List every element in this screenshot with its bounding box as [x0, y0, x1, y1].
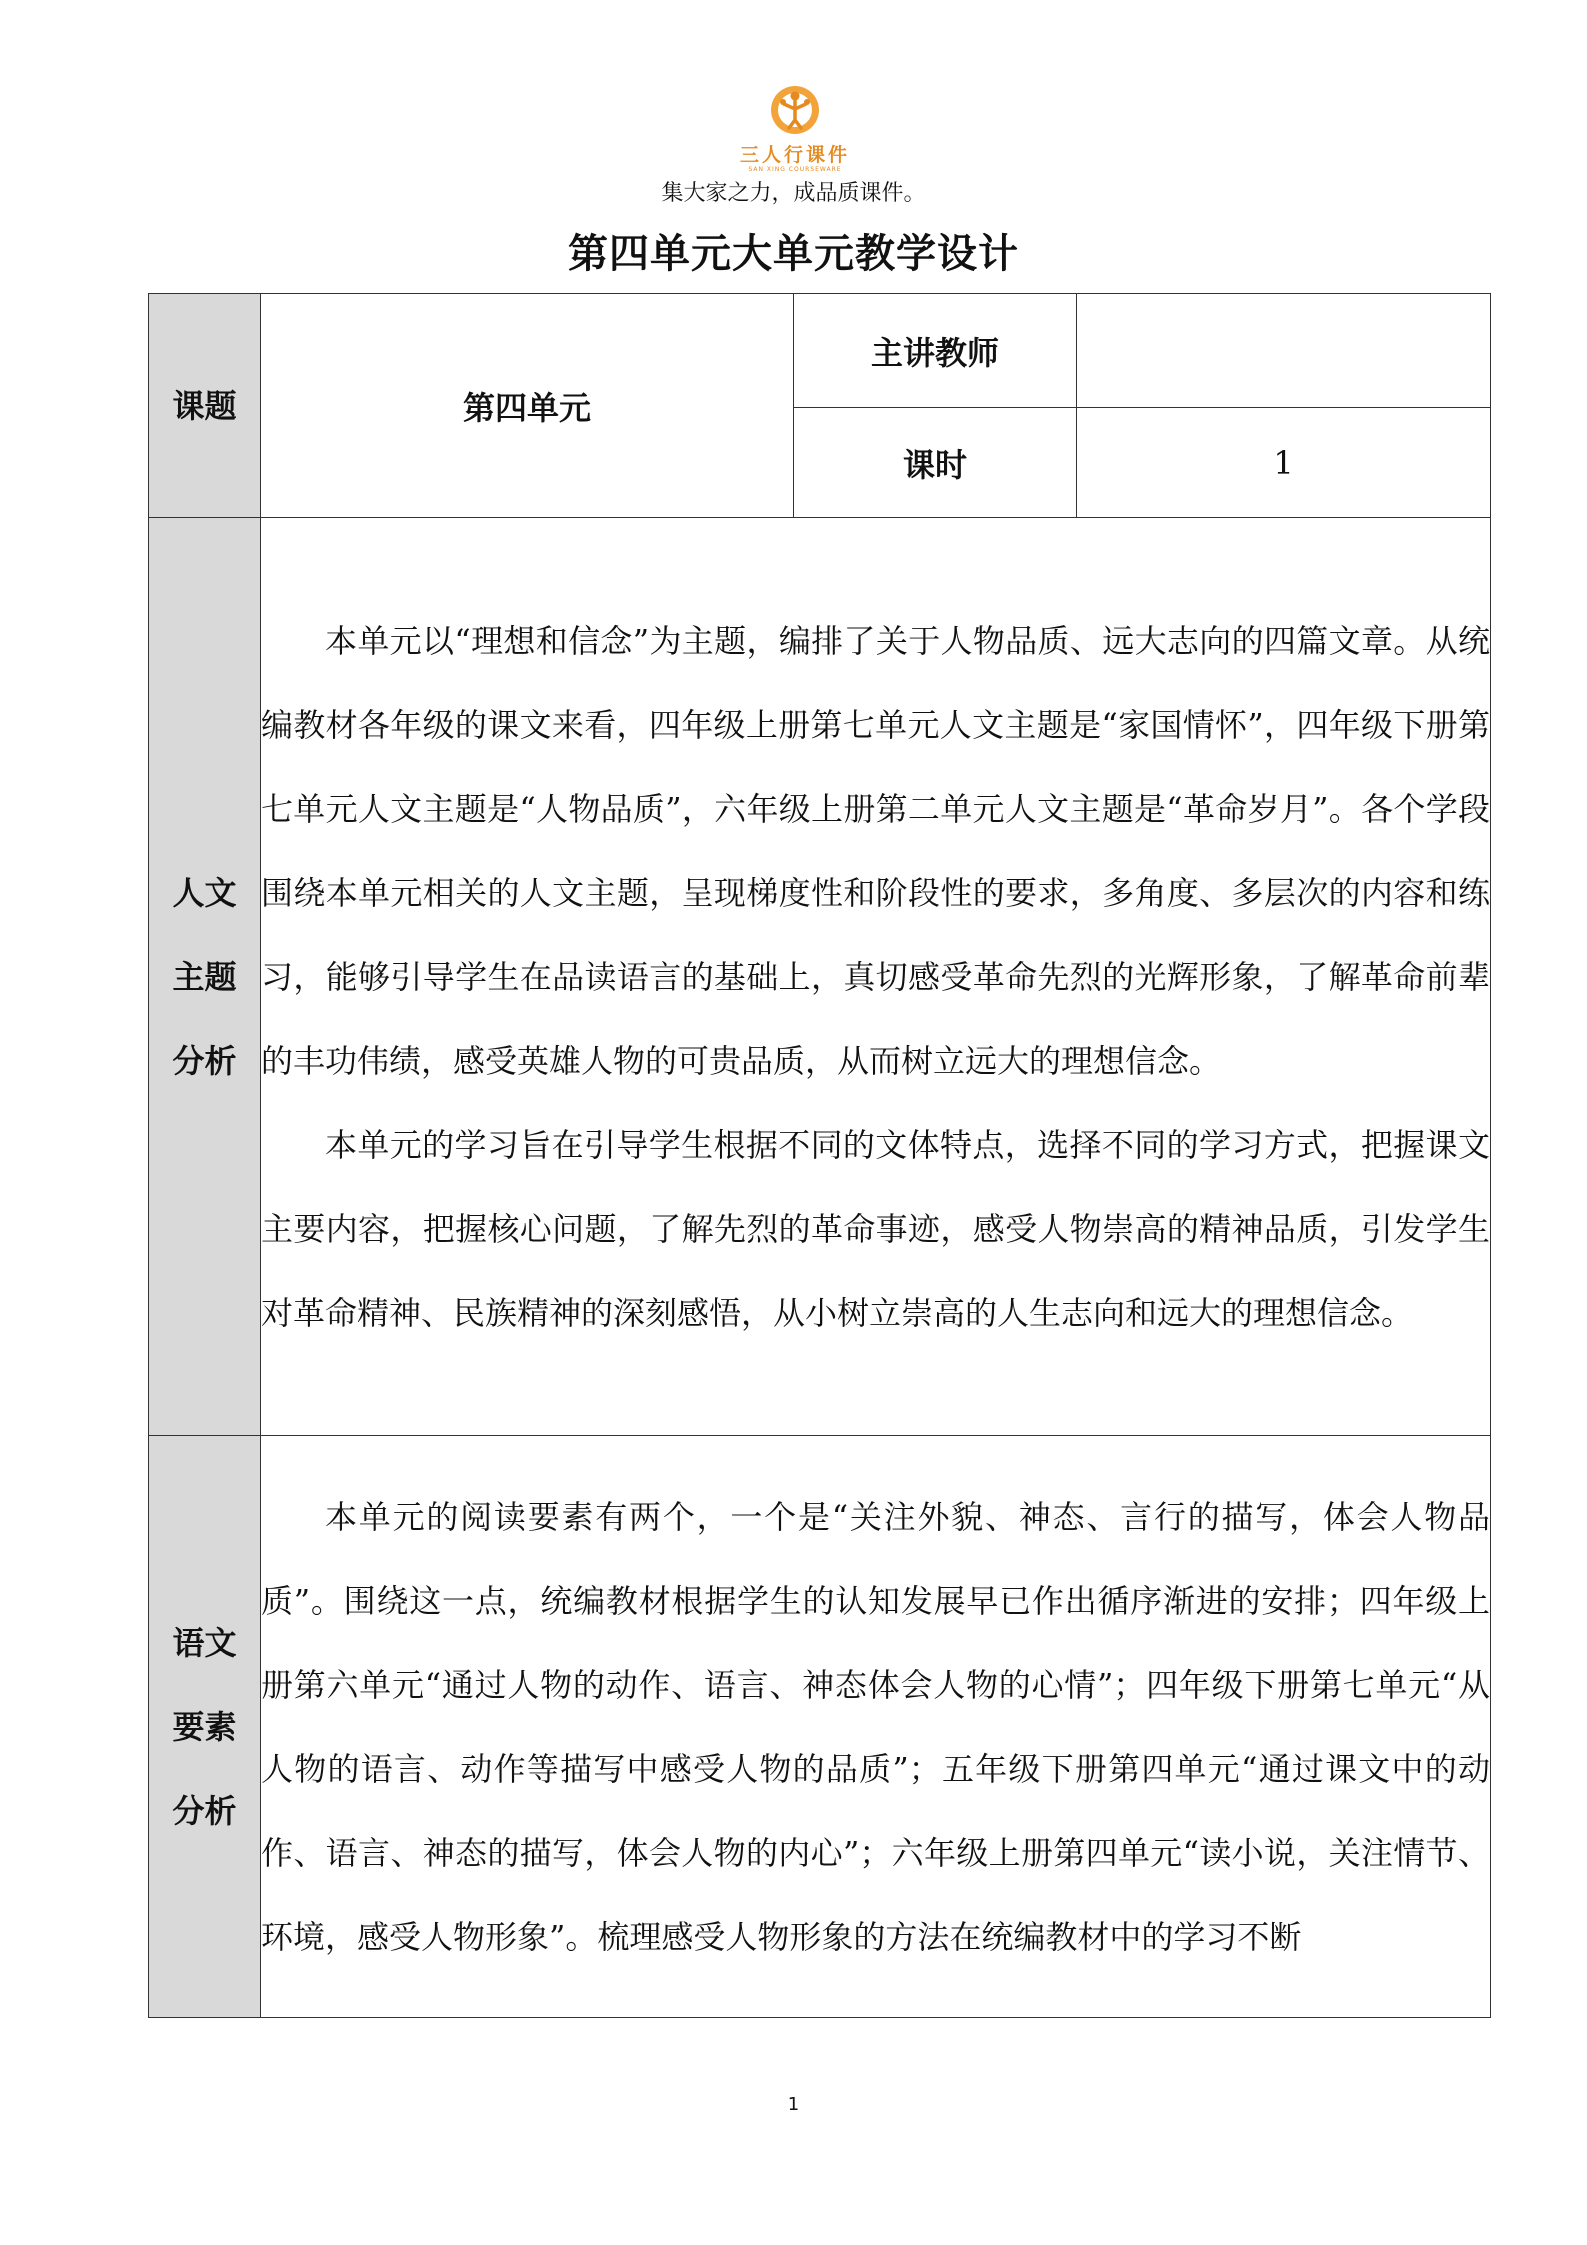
language-label: [149, 1436, 261, 2018]
humanities-label-line: 主题: [172, 957, 237, 996]
language-label-line: 要素: [172, 1707, 237, 1746]
logo-text: 三人行课件: [739, 144, 850, 166]
teacher-label: 主讲教师: [794, 294, 1077, 408]
topic-label: 课题: [149, 294, 261, 518]
page-number: 1: [787, 2094, 800, 2115]
lesson-design-table: [148, 293, 1491, 2018]
language-content: [261, 1436, 1491, 2018]
language-paragraph: 本单元的阅读要素有两个，一个是“关注外貌、神态、言行的描写，体会人物品质”。围绕这一点，统编教材根据学生的认知发展早已作出循序渐进的安排；四年级上册第六单元“通过人物的动作、语言、神态体会人物的心情”；四年级下册第七单元“从人物的语言、动作等描写中感受人物的品质”；五年级下册第四单元“通过课文中的动作、语言、神态的描写，体会人物的内心”；六年级上册第四单元“读小说，关注情节、环境，感受人物形象”。梳理感受人物形象的方法在统编教材中的学习不断: [261, 1497, 1490, 1956]
language-label-line: 语文: [172, 1623, 237, 1662]
period-label: 课时: [794, 408, 1077, 518]
logo-subtext: SAN XING COURSEWARE: [748, 166, 842, 173]
humanities-label-line: 人文: [172, 873, 237, 912]
humanities-paragraph: 本单元以“理想和信念”为主题，编排了关于人物品质、远大志向的四篇文章。从统编教材各年级的课文来看，四年级上册第七单元人文主题是“家国情怀”，四年级下册第七单元人文主题是“人物品质”，六年级上册第二单元人文主题是“革命岁月”。各个学段围绕本单元相关的人文主题，呈现梯度性和阶段性的要求，多角度、多层次的内容和练习，能够引导学生在品读语言的基础上，真切感受革命先烈的光辉形象，了解革命前辈的丰功伟绩，感受英雄人物的可贵品质，从而树立远大的理想信念。: [261, 621, 1490, 1080]
humanities-label: [149, 518, 261, 1436]
period-value: 1: [1077, 408, 1491, 518]
language-label-line: 分析: [172, 1791, 237, 1830]
humanities-paragraph: 本单元的学习旨在引导学生根据不同的文体特点，选择不同的学习方式，把握课文主要内容，把握核心问题，了解先烈的革命事迹，感受人物崇高的精神品质，引发学生对革命精神、民族精神的深刻感悟，从小树立崇高的人生志向和远大的理想信念。: [261, 1125, 1490, 1332]
humanities-content: [261, 518, 1491, 1436]
topic-value: 第四单元: [261, 294, 794, 518]
teacher-value: [1077, 294, 1491, 408]
document-title: 第四单元大单元教学设计: [568, 230, 1019, 277]
logo: [720, 82, 870, 182]
slogan: 集大家之力，成品质课件。: [661, 181, 926, 206]
logo-figures-icon: [720, 82, 870, 142]
humanities-label-line: 分析: [172, 1041, 237, 1080]
